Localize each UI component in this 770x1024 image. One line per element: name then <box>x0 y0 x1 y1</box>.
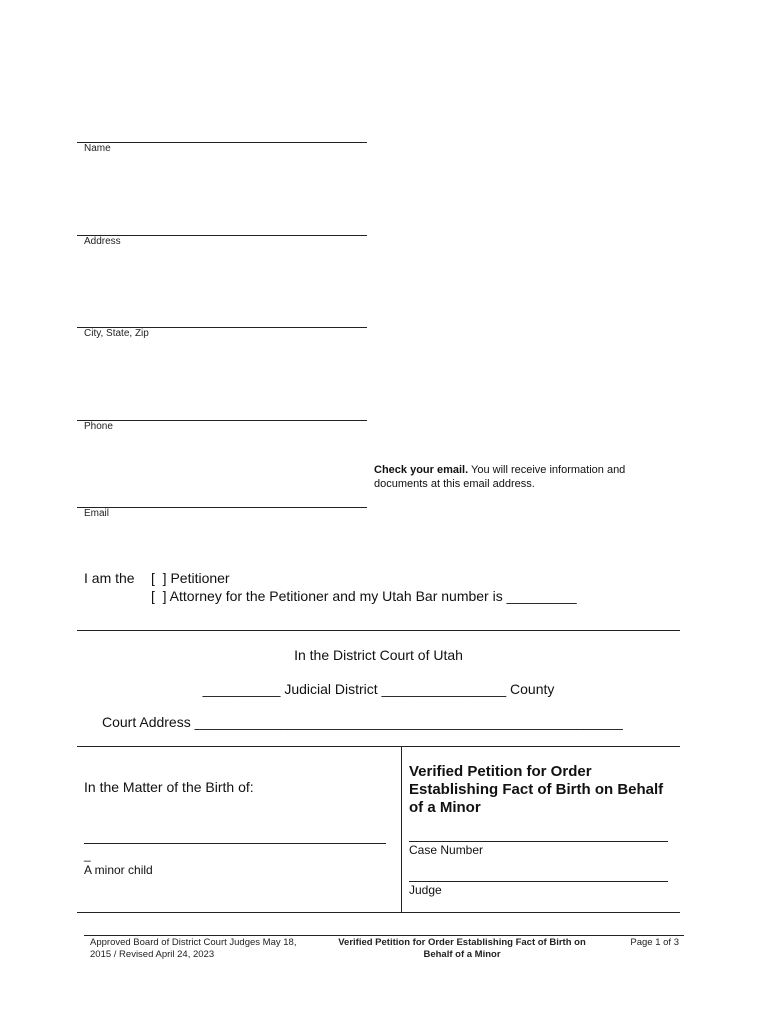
name-label: Name <box>84 143 111 154</box>
phone-line[interactable] <box>77 420 367 421</box>
email-note <box>374 463 654 491</box>
email-line[interactable] <box>77 507 367 508</box>
judge-label: Judge <box>409 883 442 897</box>
case-number-label: Case Number <box>409 843 484 857</box>
footer-doc-title: Verified Petition for Order Establishing Fact of Birth on Behalf of a Minor <box>338 937 586 960</box>
case-number-line[interactable] <box>409 841 668 842</box>
email-note-text: You will receive information and documents at this email address. <box>374 464 626 490</box>
judge-line[interactable] <box>409 881 668 882</box>
role-prefix: I am the <box>84 570 135 586</box>
minor-name-line[interactable] <box>84 843 386 844</box>
city-state-zip-label: City, State, Zip <box>84 328 149 339</box>
court-heading: In the District Court of Utah <box>294 647 463 663</box>
caption-divider <box>401 746 402 912</box>
minor-underscore: _ <box>84 848 91 862</box>
district-county-line[interactable]: __________ Judicial District ________________ County <box>202 681 555 697</box>
court-address-line[interactable]: Court Address _______________________________________________________ <box>102 714 623 730</box>
email-label: Email <box>84 508 110 519</box>
court-top-rule <box>77 630 680 631</box>
role-option-attorney[interactable]: [ ] Attorney for the Petitioner and my Utah Bar number is _________ <box>151 588 577 604</box>
phone-label: Phone <box>84 421 113 432</box>
footer-page: Page 1 of 3 <box>630 937 679 948</box>
footer-rule <box>84 935 684 936</box>
email-note-bold: Check your email. <box>374 464 469 476</box>
minor-child-label: A minor child <box>84 863 153 877</box>
role-option-petitioner[interactable]: [ ] Petitioner <box>151 570 230 586</box>
name-line[interactable] <box>77 142 367 143</box>
caption-bottom-rule <box>77 912 680 913</box>
caption-top-rule <box>77 746 680 747</box>
footer-approved: Approved Board of District Court Judges May 18, 2015 / Revised April 24, 2023 <box>90 937 297 960</box>
matter-heading: In the Matter of the Birth of: <box>84 779 254 795</box>
address-label: Address <box>84 236 121 247</box>
document-title: Verified Petition for Order Establishing Fact of Birth on Behalf of a Minor <box>409 763 664 816</box>
